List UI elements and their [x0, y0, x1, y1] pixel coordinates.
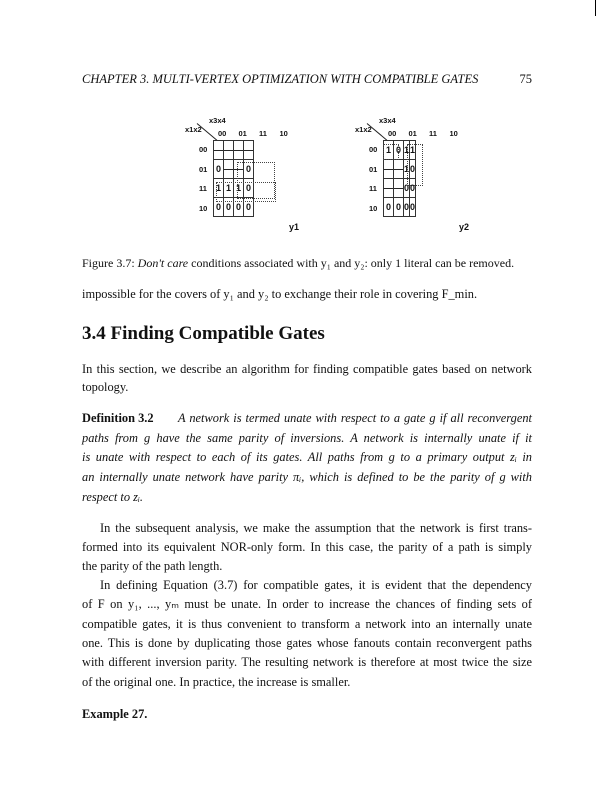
map-cell: 1	[214, 179, 224, 198]
map-cell: —	[384, 160, 394, 179]
col-label: 01	[238, 129, 247, 138]
map-output-label: y2	[459, 222, 470, 232]
col-label: 00	[218, 129, 227, 138]
text-line: with different inversion parity. The resulting network is therefore at most twice the size	[82, 655, 532, 670]
row-var-label: x1x2	[355, 125, 372, 134]
text-line: of F on y₁, ..., yₘ must be unate. In order to increase the chances of finding sets of	[82, 597, 532, 612]
map-cell: 0	[404, 198, 410, 217]
row-label: 11	[369, 184, 377, 193]
text-line: an internally unate network have parity πᵢ, which is defined to be the parity of g with	[82, 469, 532, 484]
row-label: 01	[199, 164, 208, 174]
map-cell: —	[234, 141, 244, 160]
map-cell: —	[394, 160, 404, 179]
row-label: 00	[199, 145, 208, 154]
col-var-label: x3x4	[209, 116, 226, 125]
definition-label: Definition 3.2	[82, 411, 154, 425]
text-line: is unate with respect to each of its gates. All paths from g to a primary output zᵢ in	[82, 450, 532, 464]
map-cell: —	[224, 141, 234, 160]
map-cell: 0	[234, 198, 244, 217]
col-label: 01	[408, 129, 417, 138]
map-cell: 0	[244, 179, 254, 198]
text-line: compatible gates, it is thus convenient to transform a network into an internally unate	[82, 616, 532, 631]
col-label: 11	[259, 129, 267, 138]
text-line: formed into its equivalent NOR-only form. In this case, the parity of a path is simply	[82, 540, 532, 554]
map-cell: —	[234, 160, 244, 179]
map-cell: —	[394, 179, 404, 198]
text-line: In the subsequent analysis, we make the assumption that the network is first trans-	[100, 521, 532, 535]
map-cell: 0	[404, 179, 410, 198]
text-line: topology.	[82, 380, 129, 394]
col-label: 00	[388, 129, 397, 138]
implicant-group	[407, 144, 423, 186]
map-cell: 1	[384, 141, 394, 160]
implicant-group	[383, 144, 399, 160]
row-label: 10	[369, 203, 378, 213]
section-heading: 3.4 Finding Compatible Gates	[82, 323, 325, 344]
col-label: 10	[449, 129, 458, 138]
map-cell: —	[214, 141, 224, 160]
text-line: respect to zᵢ.	[82, 489, 144, 504]
text-line: Example 27.	[82, 707, 148, 721]
col-label: 11	[429, 129, 437, 138]
map-cell: 1	[234, 179, 244, 198]
map-cell: —	[384, 179, 394, 198]
text-line: In this section, we describe an algorithm for finding compatible gates based on network	[82, 362, 532, 376]
map-cell: 0	[394, 141, 404, 160]
row-var-label: x1x2	[185, 125, 202, 134]
map-cell: 0	[214, 198, 224, 217]
map-cell: 0	[214, 160, 224, 179]
map-cell: 0	[394, 198, 404, 217]
text-line: the parity of the path length.	[82, 559, 223, 573]
header-title: CHAPTER 3. MULTI-VERTEX OPTIMIZATION WITH COMPATIBLE GATES	[82, 72, 479, 86]
map-cell: 0	[224, 198, 234, 217]
row-label: 10	[199, 203, 208, 213]
map-cell: 0	[410, 198, 416, 217]
running-header	[82, 72, 532, 87]
map-cell: 1	[224, 179, 234, 198]
map-cell: 0	[410, 160, 416, 179]
map-cell: 0	[384, 198, 394, 217]
map-cell: 1	[404, 141, 410, 160]
row-label: 01	[369, 164, 378, 174]
text-line: In defining Equation (3.7) for compatible gates, it is evident that the dependency	[100, 578, 532, 592]
figure-caption: Figure 3.7: Don't care conditions associated with y₁ and y₂: only 1 literal can be removed.	[82, 256, 515, 270]
text-line: one. This is done by duplicating those gates whose fanouts contain reconvergent paths	[82, 635, 532, 650]
text-line: of the original one. In practice, the increase is smaller.	[82, 674, 351, 689]
map-output-label: y1	[289, 222, 300, 232]
change-bar	[595, 0, 596, 16]
row-label: 11	[199, 184, 207, 193]
text-line: impossible for the covers of y₁ and y₂ to exchange their role in covering F_min.	[82, 287, 478, 301]
col-label: 10	[279, 129, 288, 138]
text-line: paths from g have the same parity of inversions. A network is internally unate if it	[82, 430, 532, 445]
map-cell: 1	[404, 160, 410, 179]
page-number: 75	[519, 72, 532, 86]
map-cell: 0	[244, 198, 254, 217]
row-label: 00	[369, 145, 378, 154]
map-cell: —	[224, 160, 234, 179]
implicant-group	[237, 162, 275, 199]
map-cell: 1	[410, 141, 416, 160]
col-var-label: x3x4	[379, 116, 396, 125]
map-cell: —	[244, 141, 254, 160]
map-cell: 0	[410, 179, 416, 198]
map-cell: 0	[244, 160, 254, 179]
text-line: A network is termed unate with respect to a gate g if all reconvergent	[178, 411, 532, 425]
